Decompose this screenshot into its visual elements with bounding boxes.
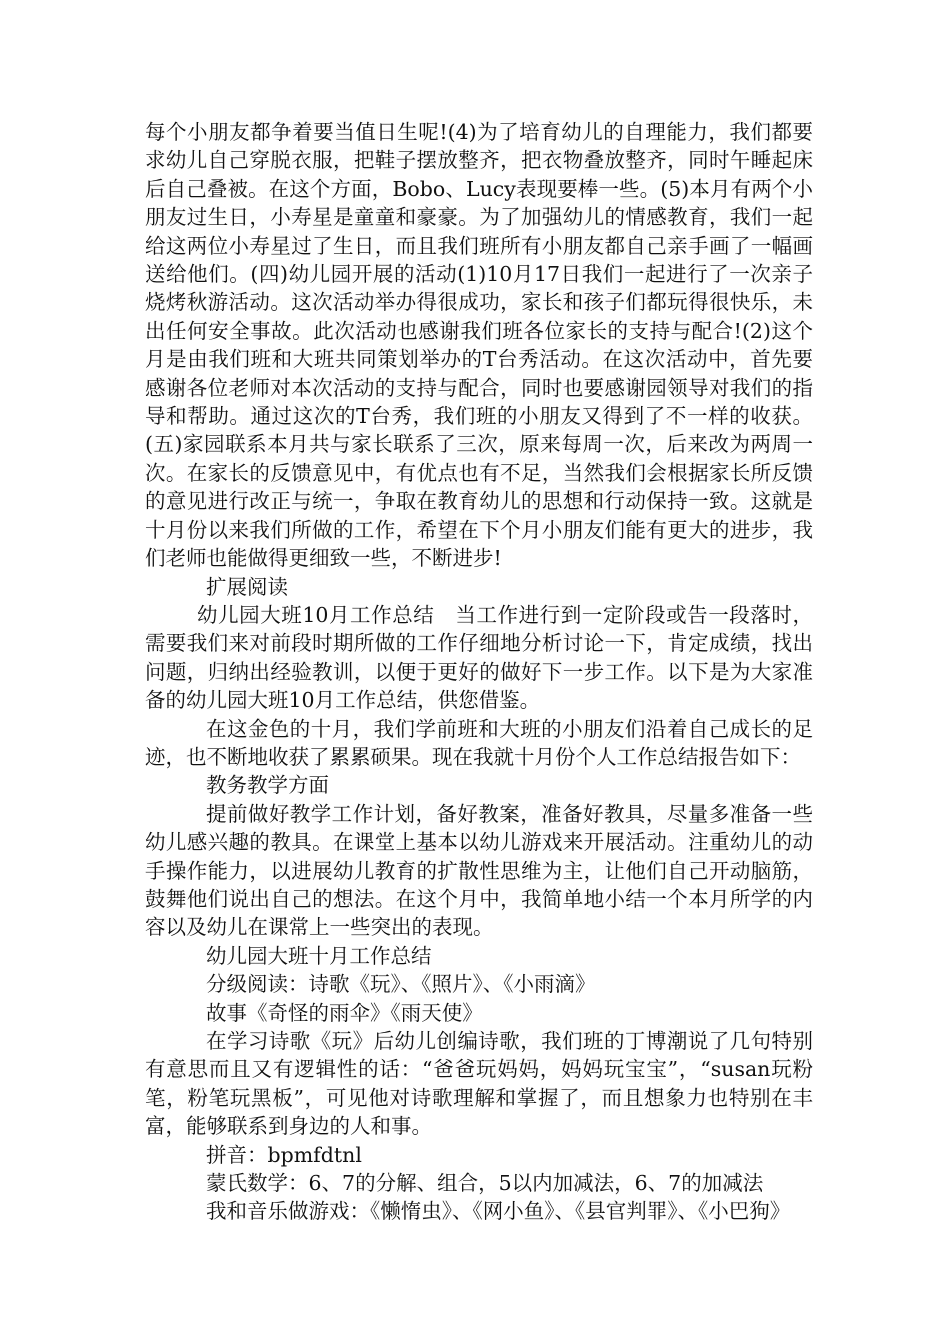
poetry-paragraph: 在学习诗歌《玩》后幼儿创编诗歌，我们班的丁博潮说了几句特别有意思而且又有逻辑性的话：“爸爸玩妈妈，妈妈玩宝宝”，“susan玩粉笔，粉笔玩黑板”，可见他对诗歌理解和掌握了，而且想象力也特别在丰富，能够联系到身边的人和事。	[145, 1029, 813, 1139]
teaching-paragraph: 提前做好教学工作计划，备好教案，准备好教具，尽量多准备一些幼儿感兴趣的教具。在课堂上基本以幼儿游戏来开展活动。注重幼儿的动手操作能力，以进展幼儿教育的扩散性思维为主，让他们自己开动脑筋，鼓舞他们说出自己的想法。在这个月中，我简单地小结一个本月所学的内容以及幼儿在课常上一些突出的表现。	[145, 801, 813, 940]
pinyin-line: 拼音：bpmfdtnl	[206, 1142, 362, 1167]
summary-heading: 幼儿园大班十月工作总结	[206, 943, 432, 968]
graded-reading-line: 分级阅读：诗歌《玩》、《照片》、《小雨滴》	[206, 972, 596, 997]
summary-paragraph: 每个小朋友都争着要当值日生呢!(4)为了培育幼儿的自理能力，我们都要求幼儿自己穿脱衣服，把鞋子摆放整齐，把衣物叠放整齐，同时午睡起床后自己叠被。在这个方面，Bobo、Lucy表现要棒一些。(5)本月有两个小朋友过生日，小寿星是童童和豪豪。为了加强幼儿的情感教育，我们一起给这两位小寿星过了生日，而且我们班所有小朋友都自己亲手画了一幅画送给他们。(四)幼儿园开展的活动(1)10月17日我们一起进行了一次亲子烧烤秋游活动。这次活动举办得很成功，家长和孩子们都玩得很快乐，未出任何安全事故。此次活动也感谢我们班各位家长的支持与配合!(2)这个月是由我们班和大班共同策划举办的T台秀活动。在这次活动中，首先要感谢各位老师对本次活动的支持与配合，同时也要感谢园领导对我们的指导和帮助。通过这次的T台秀，我们班的小朋友又得到了不一样的收获。(五)家园联系本月共与家长联系了三次，原来每周一次，后来改为两周一次。在家长的反馈意见中，有优点也有不足，当然我们会根据家长所反馈的意见进行改正与统一，争取在教育幼儿的思想和行动保持一致。这就是十月份以来我们所做的工作，希望在下个月小朋友们能有更大的进步，我们老师也能做得更细致一些，不断进步!	[145, 120, 813, 571]
teaching-section-heading: 教务教学方面	[206, 773, 329, 798]
music-games-line: 我和音乐做游戏：《懒惰虫》、《网小鱼》、《县官判罪》、《小巴狗》	[206, 1199, 791, 1224]
october-paragraph: 在这金色的十月，我们学前班和大班的小朋友们沿着自己成长的足迹，也不断地收获了累累硕果。现在我就十月份个人工作总结报告如下：	[145, 716, 813, 769]
document-body	[145, 118, 813, 1226]
math-line: 蒙氏数学：6、7的分解、组合，5以内加减法，6、7的加减法	[206, 1171, 764, 1196]
stories-line: 故事《奇怪的雨伞》《雨天使》	[206, 1000, 483, 1025]
intro-paragraph: 幼儿园大班10月工作总结 当工作进行到一定阶段或告一段落时，需要我们来对前段时期所做的工作仔细地分析讨论一下，肯定成绩，找出问题，归纳出经验教训，以便于更好的做好下一步工作。以下是为大家准备的幼儿园大班10月工作总结，供您借鉴。	[145, 602, 813, 713]
extended-reading-heading: 扩展阅读	[206, 574, 288, 599]
